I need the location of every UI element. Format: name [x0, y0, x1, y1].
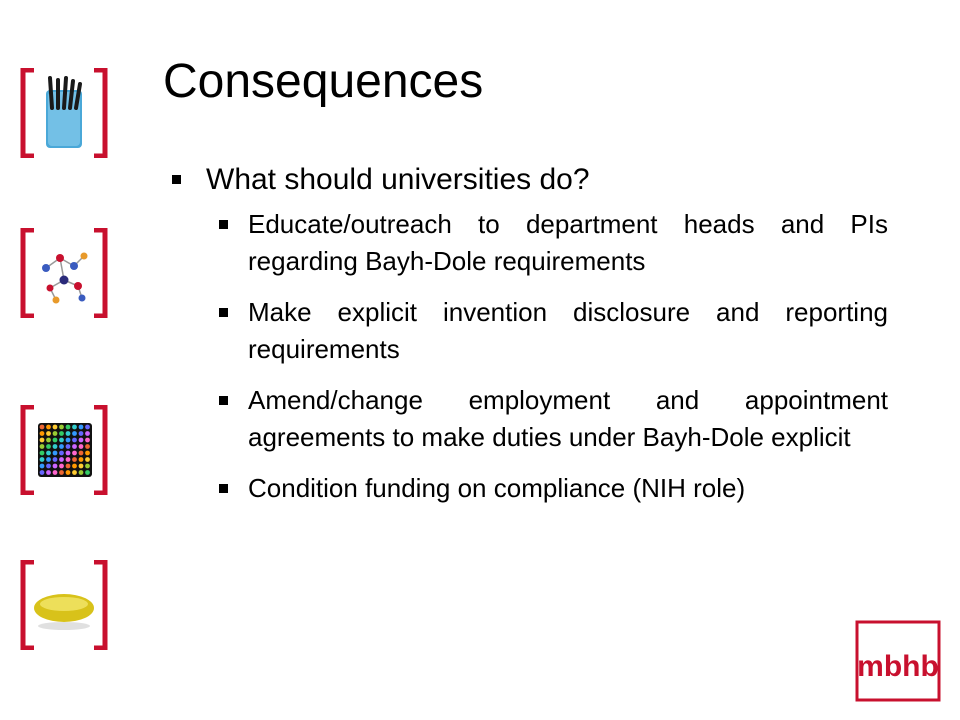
logo-text: mbhb	[857, 650, 939, 683]
test-tubes-icon	[20, 68, 108, 158]
sub-bullet-text: Make explicit invention disclosure and reporting requirements	[248, 297, 888, 364]
microarray-icon	[20, 405, 108, 495]
square-bullet-icon	[219, 396, 228, 405]
mbhb-logo	[855, 620, 941, 702]
square-bullet-icon	[219, 484, 228, 493]
sub-bullet	[219, 470, 888, 507]
sub-bullet-text: Condition funding on compliance (NIH role)	[248, 473, 746, 503]
sub-bullet-text: Educate/outreach to department heads and PIs regarding Bayh-Dole requirements	[248, 209, 888, 276]
square-bullet-icon	[172, 175, 181, 184]
slide-title: Consequences	[163, 55, 484, 108]
square-bullet-icon	[219, 308, 228, 317]
bullet-level1	[172, 158, 932, 202]
bullet-list	[172, 158, 932, 521]
square-bullet-icon	[219, 220, 228, 229]
bullet-text: What should universities do?	[206, 163, 590, 196]
capsule-icon	[20, 560, 108, 650]
sub-bullet-text: Amend/change employment and appointment agreements to make duties under Bayh-Dole explicit	[248, 385, 888, 452]
sub-bullet	[219, 382, 888, 456]
sub-bullet	[219, 206, 888, 280]
molecule-icon	[20, 228, 108, 318]
sub-bullet	[219, 294, 888, 368]
